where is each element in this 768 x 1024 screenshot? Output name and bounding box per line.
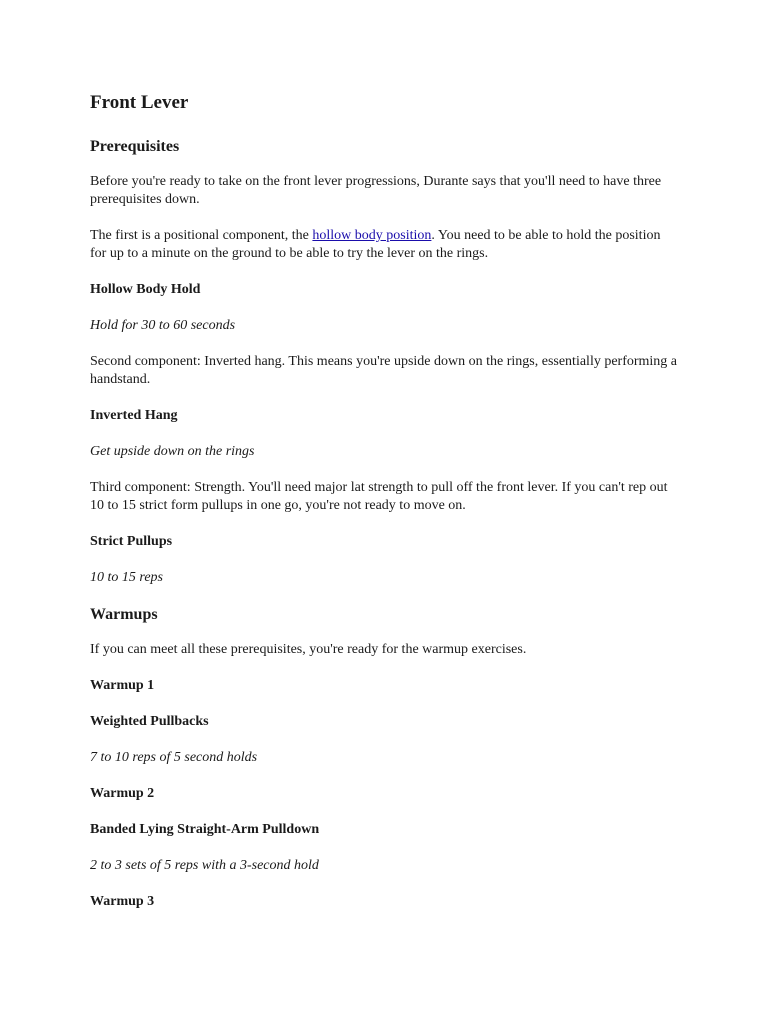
section-heading-prerequisites: Prerequisites [90,137,180,155]
exercise-label-banded-pulldown: Banded Lying Straight-Arm Pulldown [90,822,320,838]
first-component-text-before: The first is a positional component, the [90,227,313,243]
third-component-paragraph: Third component: Strength. You'll need major lat strength to pull off the front lever. If you can't rep out 10 to 15 strict form pullups in one go, you're not ready to move on. [90,479,668,513]
exercise-note-hollow-body-hold: Hold for 30 to 60 seconds [90,317,236,333]
prerequisites-intro: Before you're ready to take on the front lever progressions, Durante says that you'll need to have three prerequisites down. [90,173,662,207]
second-component-paragraph: Second component: Inverted hang. This means you're upside down on the rings, essentially performing a handstand. [90,353,678,387]
first-component-paragraph [90,227,680,263]
section-heading-warmups: Warmups [90,605,158,623]
exercise-note-inverted-hang: Get upside down on the rings [90,443,255,459]
warmup-2-label: Warmup 2 [90,786,155,802]
page-title: Front Lever [90,92,189,113]
exercise-label-weighted-pullbacks: Weighted Pullbacks [90,714,209,730]
exercise-note-weighted-pullbacks: 7 to 10 reps of 5 second holds [90,750,258,766]
exercise-label-hollow-body-hold: Hollow Body Hold [90,281,201,297]
exercise-label-strict-pullups: Strict Pullups [90,533,173,549]
warmup-1-label: Warmup 1 [90,678,155,694]
exercise-note-strict-pullups: 10 to 15 reps [90,569,163,585]
hollow-body-position-link[interactable]: hollow body position [312,227,432,243]
article [90,92,680,929]
first-component-text-after: . You need to be able to hold the position for up to a minute on the ground to be able to try the lever on the rings. [90,227,661,261]
warmups-intro: If you can meet all these prerequisites, you're ready for the warmup exercises. [90,642,527,658]
exercise-label-inverted-hang: Inverted Hang [90,407,178,423]
exercise-note-banded-pulldown: 2 to 3 sets of 5 reps with a 3-second hold [90,858,319,874]
warmup-3-label: Warmup 3 [90,894,155,910]
